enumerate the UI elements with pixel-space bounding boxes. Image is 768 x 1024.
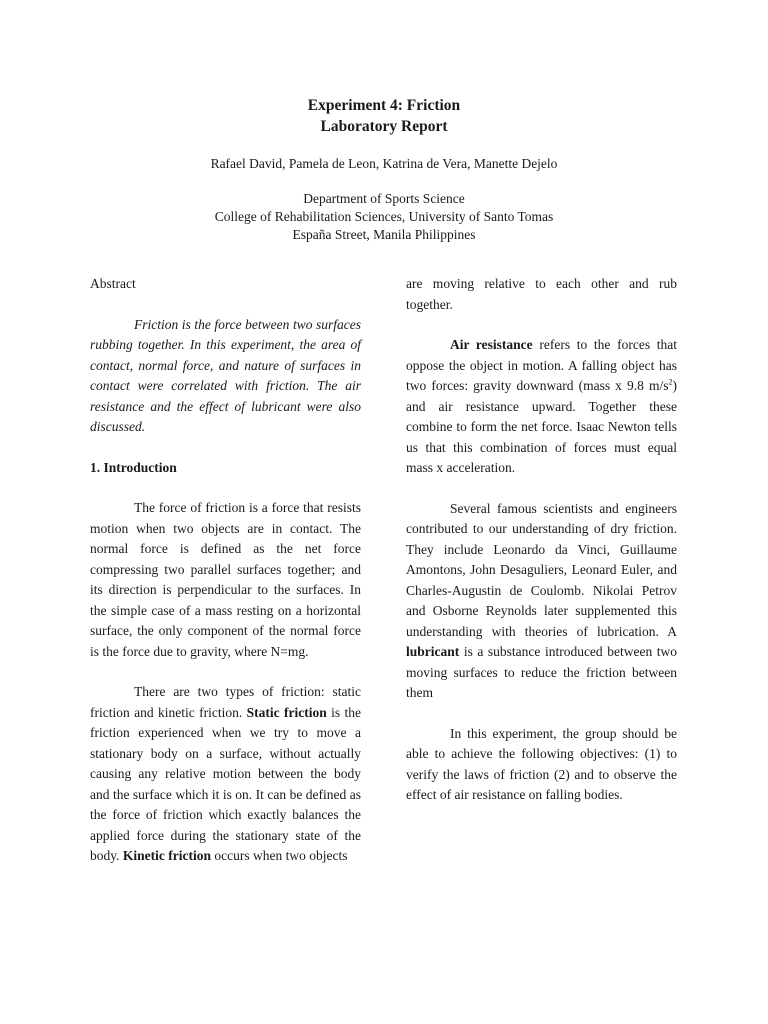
text-run: ) and air resistance upward. Together these combine to form the net force. Isaac Newton tells us that this combination of forces must equal mass x acceleration.	[406, 378, 677, 475]
text-run: Several famous scientists and engineers contributed to our understanding of dry friction. They include Leonardo da Vinci, Guillaume Amontons, John Desaguliers, Leonard Euler, and Charles-Augustin de Coulomb. Nikolai Petrov and Osborne Reynolds later supplemented this understanding with theories of lubrication. A	[406, 500, 677, 639]
right-column	[406, 274, 677, 806]
spacer	[406, 479, 677, 499]
spacer	[90, 438, 361, 458]
department: Department of Sports Science	[303, 191, 465, 206]
term-air-resistance: Air resistance	[450, 337, 533, 352]
abstract-label: Abstract	[90, 276, 136, 291]
spacer	[406, 315, 677, 335]
text-run: occurs when two objects	[210, 848, 348, 863]
spacer	[90, 478, 361, 498]
section-heading-introduction: 1. Introduction	[90, 459, 177, 475]
spacer	[90, 662, 361, 682]
superscript: 2	[668, 377, 673, 387]
spacer	[90, 295, 361, 315]
text-run: is the friction experienced when we try to move a stationary body on a surface, without actually causing any relative motion between the body and the surface which it is on. It can be defined as the force of friction which exactly balances the applied force during the stationary state of the body.	[90, 704, 362, 863]
text-run: There are two types of friction: static friction and kinetic friction.	[90, 684, 361, 720]
text-run: refers to the forces that oppose the object in motion. A falling object has two forces: gravity downward (mass x 9.8 m/s	[406, 337, 677, 393]
paper-header	[0, 95, 768, 244]
term-static-friction: Static friction	[246, 704, 327, 720]
intro-paragraph-5: In this experiment, the group should be able to achieve the following objectives: (1) to verify the laws of friction (2) and to observe the effect of air resistance on falling bodies.	[406, 725, 677, 802]
intro-paragraph-4	[406, 499, 677, 704]
left-column	[90, 274, 361, 867]
term-lubricant: lubricant	[406, 644, 460, 659]
term-kinetic-friction: Kinetic friction	[122, 848, 211, 863]
spacer	[406, 704, 677, 724]
address: España Street, Manila Philippines	[292, 227, 476, 242]
title-line-1: Experiment 4: Friction	[307, 97, 461, 114]
author-list: Rafael David, Pamela de Leon, Katrina de Vera, Manette Dejelo	[210, 156, 558, 171]
college: College of Rehabilitation Sciences, University of Santo Tomas	[214, 209, 554, 224]
abstract-text: Friction is the force between two surfaces rubbing together. In this experiment, the area of contact, normal force, and nature of surfaces in contact were correlated with friction. The air resistance and the effect of lubricant were also discussed.	[90, 316, 361, 434]
intro-paragraph-3	[406, 335, 677, 479]
text-run: is a substance introduced between two moving surfaces to reduce the friction between them	[406, 644, 677, 700]
intro-paragraph-2	[90, 682, 361, 867]
intro-paragraph-1: The force of friction is a force that resists motion when two objects are in contact. The normal force is defined as the net force compressing two parallel surfaces together; and its direction is perpendicular to the surfaces. In the simple case of a mass resting on a horizontal surface, the only component of the normal force is the force due to gravity, where N=mg.	[90, 500, 361, 659]
intro-paragraph-2-continued: are moving relative to each other and rub together.	[406, 276, 677, 312]
affiliation	[0, 190, 768, 244]
title-line-2: Laboratory Report	[320, 118, 448, 135]
